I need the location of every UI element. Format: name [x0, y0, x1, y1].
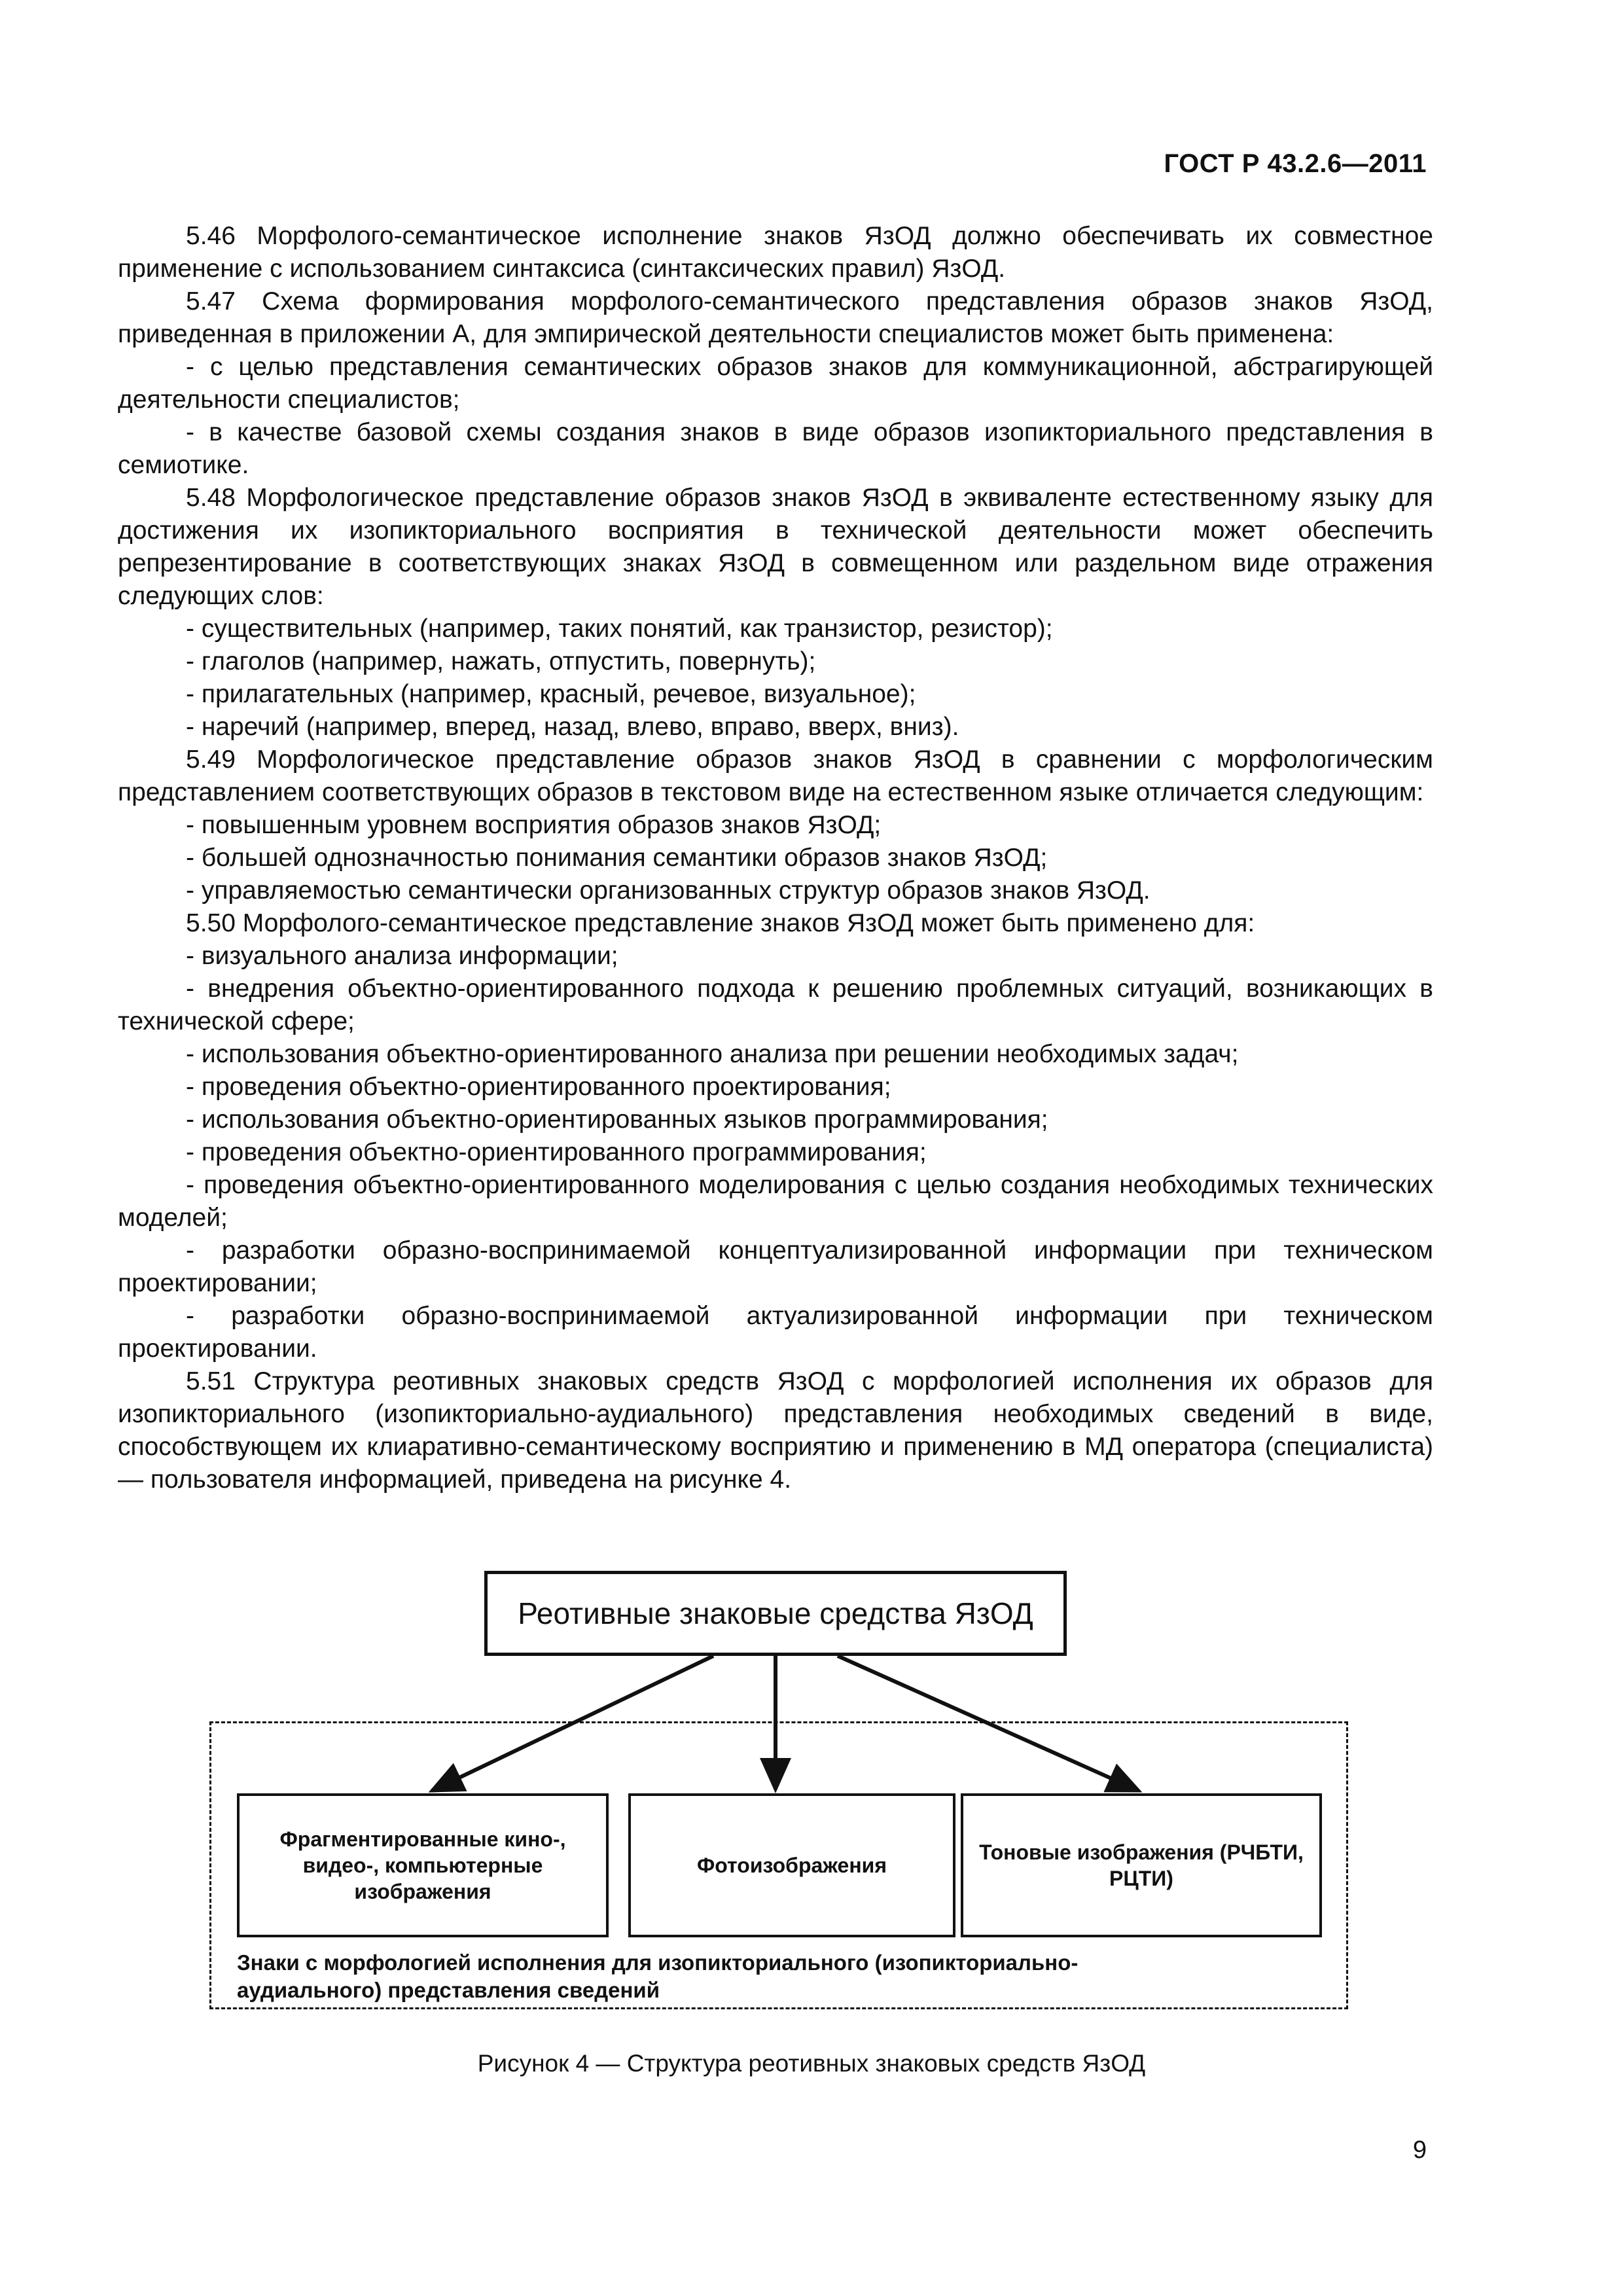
list-item: - существительных (например, таких понятий, как транзистор, резистор);	[186, 615, 1053, 643]
list-item: - проведения объектно-ориентированного проектирования;	[186, 1073, 891, 1101]
list-item: - управляемостью семантически организованных структур образов знаков ЯзОД.	[186, 876, 1150, 905]
list-item: - разработки образно-воспринимаемой актуализированной информации при техническом проектировании.	[118, 1302, 1433, 1363]
paragraph: 5.49 Морфологическое представление образов знаков ЯзОД в сравнении с морфологическим представлением соответствующих образов в текстовом виде на естественном языке отличается следующим:	[118, 745, 1433, 806]
paragraph: 5.50 Морфолого-семантическое представление знаков ЯзОД может быть применено для:	[186, 909, 1255, 937]
list-item: - с целью представления семантических образов знаков для коммуникационной, абстрагирующей деятельности специалистов;	[118, 353, 1433, 414]
list-item: - разработки образно-воспринимаемой концептуализированной информации при техническом проектировании;	[118, 1236, 1433, 1297]
list-item: - глаголов (например, нажать, отпустить, повернуть);	[186, 647, 816, 675]
paragraph: 5.51 Структура реотивных знаковых средств ЯзОД с морфологией исполнения их образов для изопикториального (изопикториально-аудиального) представления необходимых сведений в виде, способствующем их клиаративно-семантическому восприятию и применению в МД оператора (специалиста) — пользователя информацией, приведена на рисунке 4.	[118, 1367, 1433, 1494]
list-item: - проведения объектно-ориентированного моделирования с целью создания необходимых технических моделей;	[118, 1171, 1433, 1232]
list-item: - использования объектно-ориентированного анализа при решении необходимых задач;	[186, 1040, 1239, 1068]
box-fragmented-images: Фрагментированные кино-, видео-, компьютерные изображения	[237, 1793, 609, 1937]
figure-caption: Рисунок 4 — Структура реотивных знаковых средств ЯзОД	[477, 2050, 1146, 2077]
list-item: - внедрения объектно-ориентированного подхода к решению проблемных ситуаций, возникающих в технической сфере;	[118, 975, 1433, 1035]
group-caption: Знаки с морфологией исполнения для изопикториального (изопикториально-аудиального) представления сведений	[237, 1950, 1079, 2002]
page-number: 9	[1412, 2136, 1427, 2164]
list-item: - проведения объектно-ориентированного программирования;	[186, 1138, 927, 1166]
list-item: - прилагательных (например, красный, речевое, визуальное);	[186, 680, 916, 708]
list-item: - визуального анализа информации;	[186, 942, 618, 970]
list-item: - в качестве базовой схемы создания знаков в виде образов изопикториального представления в семиотике.	[118, 418, 1433, 479]
paragraph: 5.47 Схема формирования морфолого-семантического представления образов знаков ЯзОД, приведенная в приложении А, для эмпирической деятельности специалистов может быть применена:	[118, 287, 1433, 348]
box-tonal-images: Тоновые изображения (РЧБТИ, РЦТИ)	[961, 1793, 1322, 1937]
box-photo-images: Фотоизображения	[628, 1793, 955, 1937]
list-item: - большей однозначностью понимания семантики образов знаков ЯзОД;	[186, 844, 1048, 872]
paragraph: 5.46 Морфолого-семантическое исполнение знаков ЯзОД должно обеспечивать их совместное применение с использованием синтаксиса (синтаксических правил) ЯзОД.	[118, 222, 1433, 283]
list-item: - наречий (например, вперед, назад, влево, вправо, вверх, вниз).	[186, 713, 959, 741]
paragraph: 5.48 Морфологическое представление образов знаков ЯзОД в эквиваленте естественному языку для достижения их изопикториального восприятия в технической деятельности может обеспечить репрезентирование в соответствующих знаках ЯзОД в совмещенном или раздельном виде отражения следующих слов:	[118, 484, 1433, 610]
top-box: Реотивные знаковые средства ЯзОД	[484, 1571, 1067, 1656]
list-item: - повышенным уровнем восприятия образов знаков ЯзОД;	[186, 811, 882, 839]
list-item: - использования объектно-ориентированных языков программирования;	[186, 1105, 1048, 1134]
document-code: ГОСТ Р 43.2.6—2011	[1164, 149, 1427, 178]
